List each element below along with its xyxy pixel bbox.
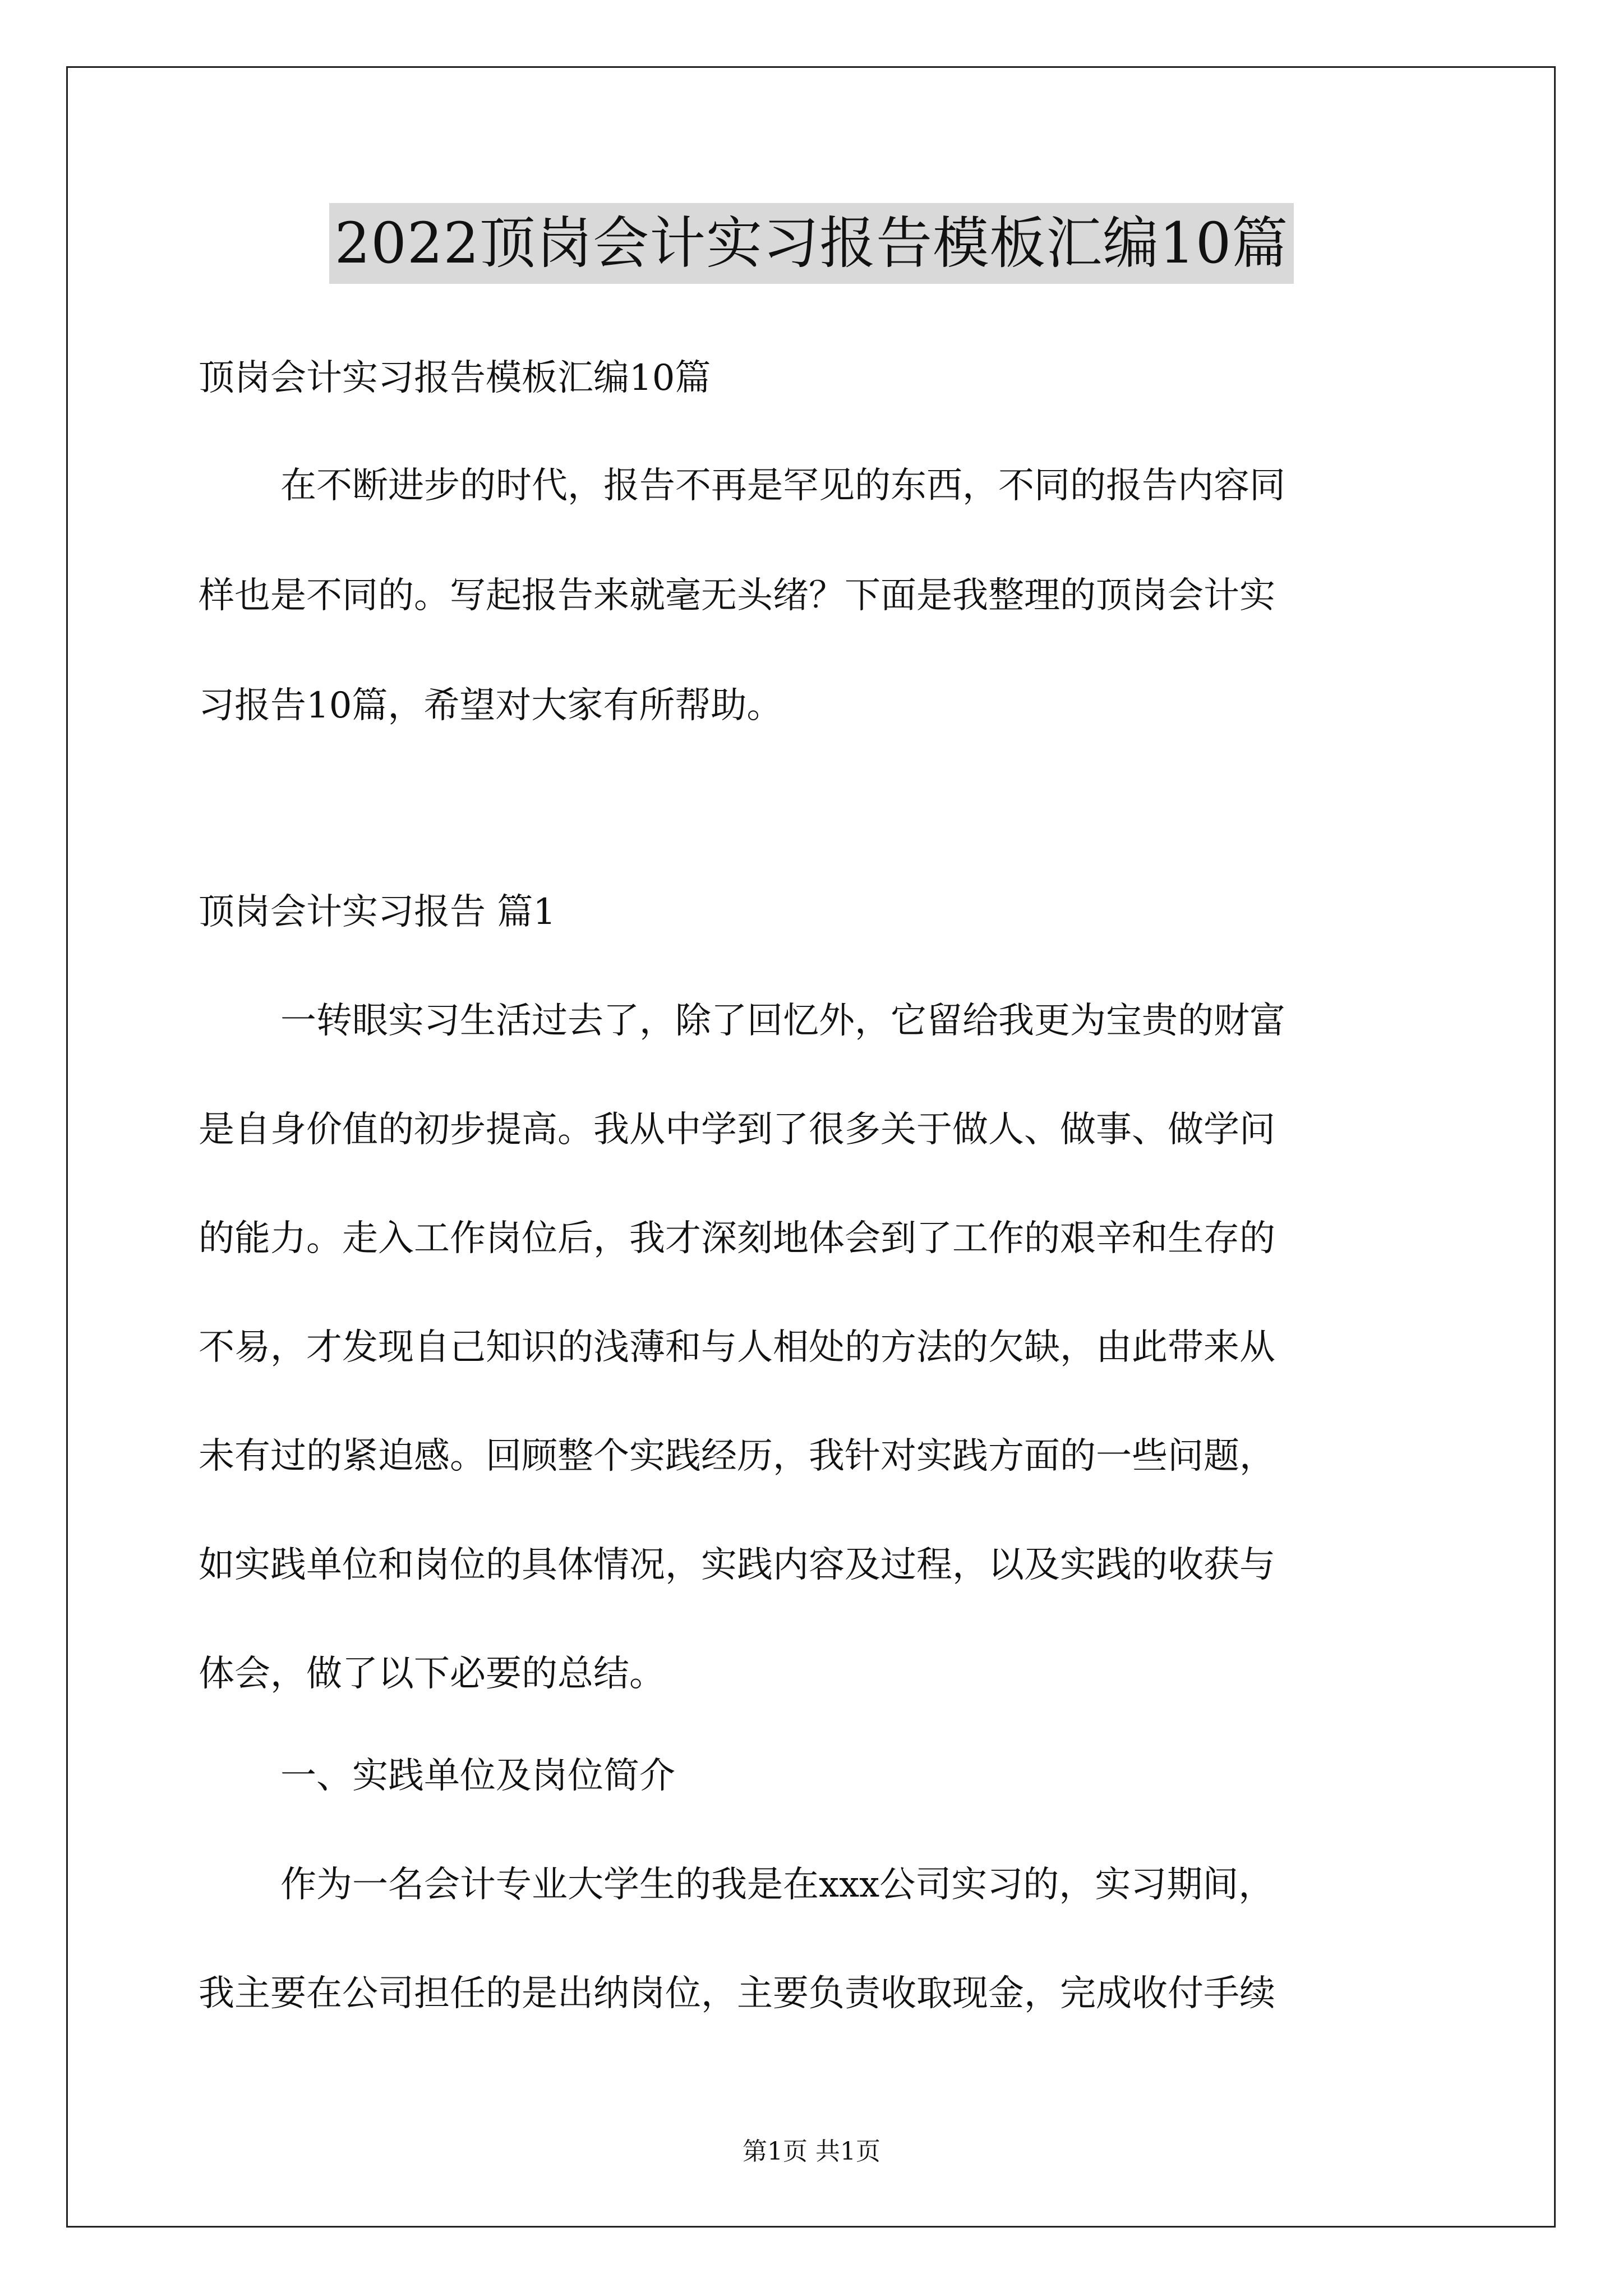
title-container [0, 203, 1623, 284]
intro-line-2: 样也是不同的。写起报告来就毫无头绪？下面是我整理的顶岗会计实 [199, 575, 1275, 616]
body-line-3: 的能力。走入工作岗位后，我才深刻地体会到了工作的艰辛和生存的 [199, 1218, 1275, 1259]
section-subheading: 一、实践单位及岗位简介 [280, 1755, 675, 1797]
body-line-6: 如实践单位和岗位的具体情况，实践内容及过程，以及实践的收获与 [199, 1544, 1275, 1586]
para2-line-1: 作为一名会计专业大学生的我是在xxx公司实习的，实习期间， [280, 1864, 1275, 1906]
body-line-5: 未有过的紧迫感。回顾整个实践经历，我针对实践方面的一些问题， [199, 1435, 1275, 1477]
document-subtitle: 顶岗会计实习报告模板汇编10篇 [199, 357, 711, 399]
body-line-1: 一转眼实习生活过去了，除了回忆外，它留给我更为宝贵的财富 [280, 1000, 1285, 1042]
document-title: 2022顶岗会计实习报告模板汇编10篇 [329, 203, 1294, 284]
body-line-2: 是自身价值的初步提高。我从中学到了很多关于做人、做事、做学问 [199, 1109, 1275, 1151]
page-footer: 第1页 共1页 [743, 2137, 880, 2166]
section-heading: 顶岗会计实习报告 篇1 [199, 891, 556, 933]
body-line-7: 体会，做了以下必要的总结。 [199, 1653, 665, 1695]
para2-line-2: 我主要在公司担任的是出纳岗位，主要负责收取现金，完成收付手续 [199, 1973, 1275, 2014]
intro-line-1: 在不断进步的时代，报告不再是罕见的东西，不同的报告内容同 [280, 465, 1285, 507]
intro-line-3: 习报告10篇，希望对大家有所帮助。 [199, 685, 783, 726]
body-line-4: 不易，才发现自己知识的浅薄和与人相处的方法的欠缺，由此带来从 [199, 1327, 1275, 1368]
